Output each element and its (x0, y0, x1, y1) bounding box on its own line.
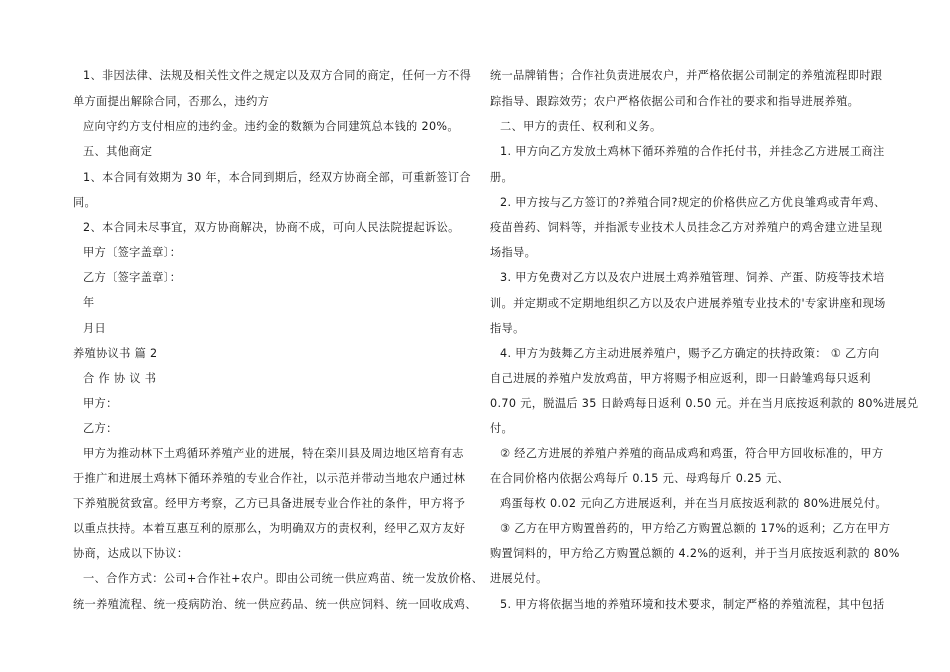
text-line: 甲方〔签字盖章〕： (83, 246, 182, 259)
text-line: 踪指导、跟踪效劳；农户严格依据公司和合作社的要求和指导进展养殖。 (490, 95, 860, 108)
text-line: 乙方〔签字盖章〕： (83, 271, 182, 284)
text-line: 甲方为推动林下土鸡循环养殖产业的进展，特在栾川县及周边地区培育有志 (83, 447, 464, 460)
text-line: 于推广和进展土鸡林下循环养殖的专业合作社，以示范并带动当地农户通过林 (73, 472, 466, 485)
text-line: 同。 (73, 196, 97, 209)
text-line: ③ 乙方在甲方购置兽药的，甲方给乙方购置总额的 17%的返利；乙方在甲方 (500, 522, 891, 535)
text-line: 付。 (490, 422, 514, 435)
text-line: 疫苗兽药、饲料等，并指派专业技术人员挂念乙方对养殖户的鸡舍建立进呈现 (490, 221, 883, 234)
text-line: 5. 甲方将依据当地的养殖环境和技术要求，制定严格的养殖流程，其中包括 (500, 598, 885, 611)
text-line: 下养殖脱贫致富。经甲方考察，乙方已具备进展专业合作社的条件，甲方将予 (73, 497, 466, 510)
text-line: 训。并定期或不定期地组织乙方以及农户进展养殖专业技术的'专家讲座和现场 (490, 297, 886, 310)
text-line: 0.70 元，脱温后 35 日龄鸡每日返利 0.50 元。并在当月底按返利款的 80%进展兑 (490, 397, 919, 410)
text-line: 单方面提出解除合同，否那么，违约方 (73, 95, 270, 108)
text-line: 自己进展的养殖户发放鸡苗，甲方将赐予相应返利，即一日龄雏鸡每只返利 (490, 372, 871, 385)
text-line: 月日 (83, 322, 107, 335)
text-line: 指导。 (490, 322, 525, 335)
text-line: 1、本合同有效期为 30 年，本合同到期后，经双方协商全部，可重新签订合 (83, 171, 471, 184)
text-line: 应向守约方支付相应的违约金。违约金的数额为合同建筑总本钱的 20%。 (83, 120, 459, 133)
text-line: 3. 甲方免费对乙方以及农户进展土鸡养殖管理、饲养、产蛋、防疫等技术培 (500, 271, 885, 284)
text-line: 2. 甲方按与乙方签订的?养殖合同?规定的价格供应乙方优良雏鸡或青年鸡、 (500, 196, 886, 209)
text-line: 以重点扶持。本着互惠互利的原那么，为明确双方的责权利，经甲乙双方友好 (73, 522, 466, 535)
text-line: 甲方： (83, 397, 118, 410)
text-line: 1、非因法律、法规及相关性文件之规定以及双方合同的商定，任何一方不得 (83, 69, 472, 82)
text-line: 协商，达成以下协议： (73, 547, 189, 560)
text-line: ② 经乙方进展的养殖户养殖的商品成鸡和鸡蛋，符合甲方回收标准的，甲方 (500, 447, 884, 460)
text-line: 鸡蛋每枚 0.02 元向乙方进展返利，并在当月底按返利款的 80%进展兑付。 (500, 497, 887, 510)
text-line: 合 作 协 议 书 (83, 372, 157, 385)
text-line: 年 (83, 296, 95, 309)
text-line: 一、合作方式：公司+合作社+农户。即由公司统一供应鸡苗、统一发放价格、 (83, 572, 484, 585)
text-line: 购置饲料的，甲方给乙方购置总额的 4.2%的返利，并于当月底按返利款的 80% (490, 547, 900, 560)
text-line: 二、甲方的责任、权利和义务。 (500, 120, 662, 133)
text-line: 乙方： (83, 422, 118, 435)
text-line: 2、本合同未尽事宜，双方协商解决，协商不成，可向人民法院提起诉讼。 (83, 221, 460, 234)
text-line: 4. 甲方为鼓舞乙方主动进展养殖户，赐予乙方确定的扶持政策： ① 乙方向 (500, 347, 880, 360)
text-line: 养殖协议书 篇 2 (73, 347, 158, 360)
text-line: 统一品牌销售；合作社负责进展农户，并严格依据公司制定的养殖流程即时跟 (490, 69, 883, 82)
text-line: 1. 甲方向乙方发放土鸡林下循环养殖的合作托付书，并挂念乙方进展工商注 (500, 145, 885, 158)
text-line: 册。 (490, 171, 514, 184)
text-line: 五、其他商定 (83, 145, 153, 158)
text-line: 场指导。 (490, 246, 537, 259)
text-line: 在合同价格内依据公鸡每斤 0.15 元、母鸡每斤 0.25 元、 (490, 472, 789, 485)
text-line: 统一养殖流程、统一疫病防治、统一供应药品、统一供应饲料、统一回收成鸡、 (73, 598, 477, 611)
text-line: 进展兑付。 (490, 572, 548, 585)
